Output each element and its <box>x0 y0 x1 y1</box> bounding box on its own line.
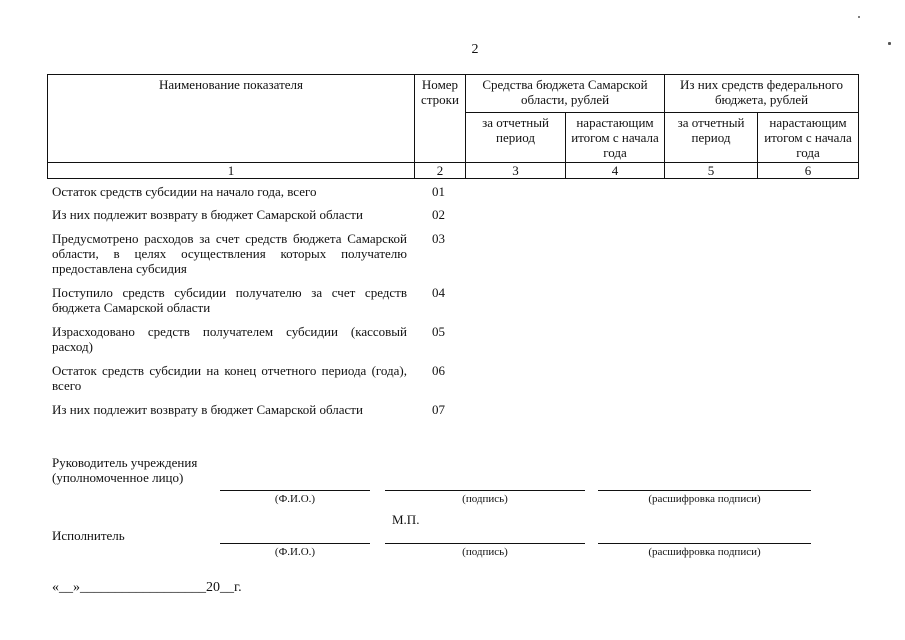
column-number: 2 <box>415 163 466 179</box>
header-line-number: Номер строки <box>415 75 466 163</box>
head-signatory-label: Руководитель учреждения (уполномоченное лицо) <box>52 455 198 485</box>
row-label: Израсходовано средств получателем субсидии (кассовый расход) <box>52 324 407 354</box>
signature-line <box>385 543 585 544</box>
fio-caption: (Ф.И.О.) <box>274 546 316 558</box>
header-samara-period: за отчетный период <box>466 113 566 163</box>
executor-label: Исполнитель <box>52 528 125 543</box>
column-number: 5 <box>665 163 758 179</box>
row-code: 05 <box>432 324 445 339</box>
signature-caption: (подпись) <box>462 493 508 505</box>
header-samara-cumulative: нарастающим итогом с начала года <box>566 113 665 163</box>
column-number: 1 <box>48 163 415 179</box>
column-number: 6 <box>758 163 859 179</box>
header-samara-budget: Средства бюджета Самарской области, рублей <box>466 75 665 113</box>
scan-speck <box>888 42 891 45</box>
row-label: Из них подлежит возврату в бюджет Самарской области <box>52 402 363 417</box>
header-federal-period: за отчетный период <box>665 113 758 163</box>
decoding-line <box>598 543 811 544</box>
fio-line <box>220 543 370 544</box>
row-code: 06 <box>432 363 445 378</box>
row-label: Из них подлежит возврату в бюджет Самарской области <box>52 207 363 222</box>
row-code: 01 <box>432 184 445 199</box>
row-label: Остаток средств субсидии на начало года, всего <box>52 184 317 199</box>
header-federal-cumulative: нарастающим итогом с начала года <box>758 113 859 163</box>
header-indicator-name: Наименование показателя <box>48 75 415 163</box>
indicators-table-header <box>47 74 859 179</box>
row-code: 02 <box>432 207 445 222</box>
column-number: 3 <box>466 163 566 179</box>
signature-caption: (подпись) <box>462 546 508 558</box>
row-code: 03 <box>432 231 445 246</box>
decoding-line <box>598 490 811 491</box>
stamp-place: М.П. <box>392 512 420 527</box>
fio-line <box>220 490 370 491</box>
decoding-caption: (расшифровка подписи) <box>648 546 761 558</box>
fio-caption: (Ф.И.О.) <box>274 493 316 505</box>
row-code: 07 <box>432 402 445 417</box>
date-line: «__»__________________20__г. <box>52 580 242 595</box>
decoding-caption: (расшифровка подписи) <box>648 493 761 505</box>
row-code: 04 <box>432 285 445 300</box>
scan-speck <box>858 16 860 18</box>
signature-line <box>385 490 585 491</box>
header-federal-budget: Из них средств федерального бюджета, рублей <box>665 75 859 113</box>
row-label: Остаток средств субсидии на конец отчетного периода (года), всего <box>52 363 407 393</box>
page-number: 2 <box>471 42 479 57</box>
row-label: Поступило средств субсидии получателю за счет средств бюджета Самарской области <box>52 285 407 315</box>
column-number: 4 <box>566 163 665 179</box>
row-label: Предусмотрено расходов за счет средств бюджета Самарской области, в целях осуществления которых получателю предоставлена субсидия <box>52 231 407 276</box>
